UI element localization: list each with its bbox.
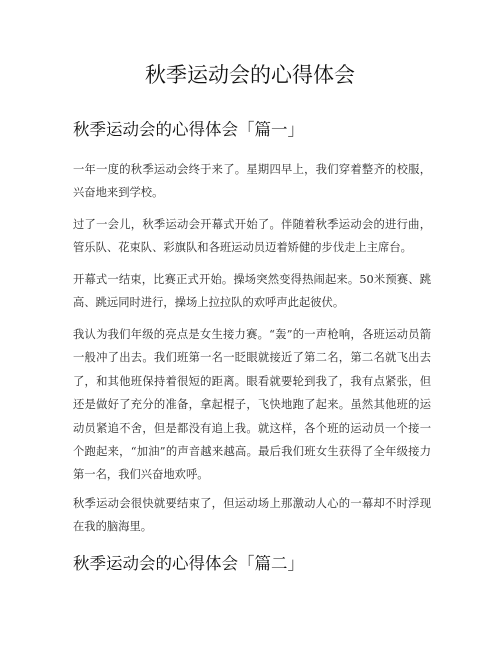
section-heading-2: 秋季运动会的心得体会「篇二」 bbox=[73, 554, 304, 573]
paragraph-3: 开幕式一结束，比赛正式开始。操场突然变得热闹起来。50米预赛、跳高、跳远同时进行，操场上拉拉队的欢呼声此起彼伏。 bbox=[73, 273, 431, 310]
paragraph-2: 过了一会儿，秋季运动会开幕式开始了。伴随着秋季运动会的进行曲，管乐队、花束队、彩旗队和各班运动员迈着矫健的步伐走上主席台。 bbox=[73, 218, 431, 255]
section-heading-1: 秋季运动会的心得体会「篇一」 bbox=[73, 120, 304, 139]
document-title: 秋季运动会的心得体会 bbox=[145, 63, 355, 87]
paragraph-5: 秋季运动会很快就要结束了，但运动场上那激动人心的一幕却不时浮现在我的脑海里。 bbox=[73, 497, 431, 534]
paragraph-4: 我认为我们年级的亮点是女生接力赛。“轰”的一声枪响，各班运动员箭一般冲了出去。我们班第一名一眨眼就接近了第二名，第二名就飞出去了，和其他班保持着很短的距离。眼看就要轮到我了，我有点紧张，但还是做好了充分的准备，拿起棍子，飞快地跑了起来。虽然其他班的运动员紧追不舍，但是都没有追上我。就这样，各个班的运动员一个接一个跑起来，“加油”的声音越来越高。最后我们班女生获得了全年级接力第一名，我们兴奋地欢呼。 bbox=[73, 328, 431, 482]
paragraph-1: 一年一度的秋季运动会终于来了。星期四早上，我们穿着整齐的校服，兴奋地来到学校。 bbox=[73, 163, 431, 200]
